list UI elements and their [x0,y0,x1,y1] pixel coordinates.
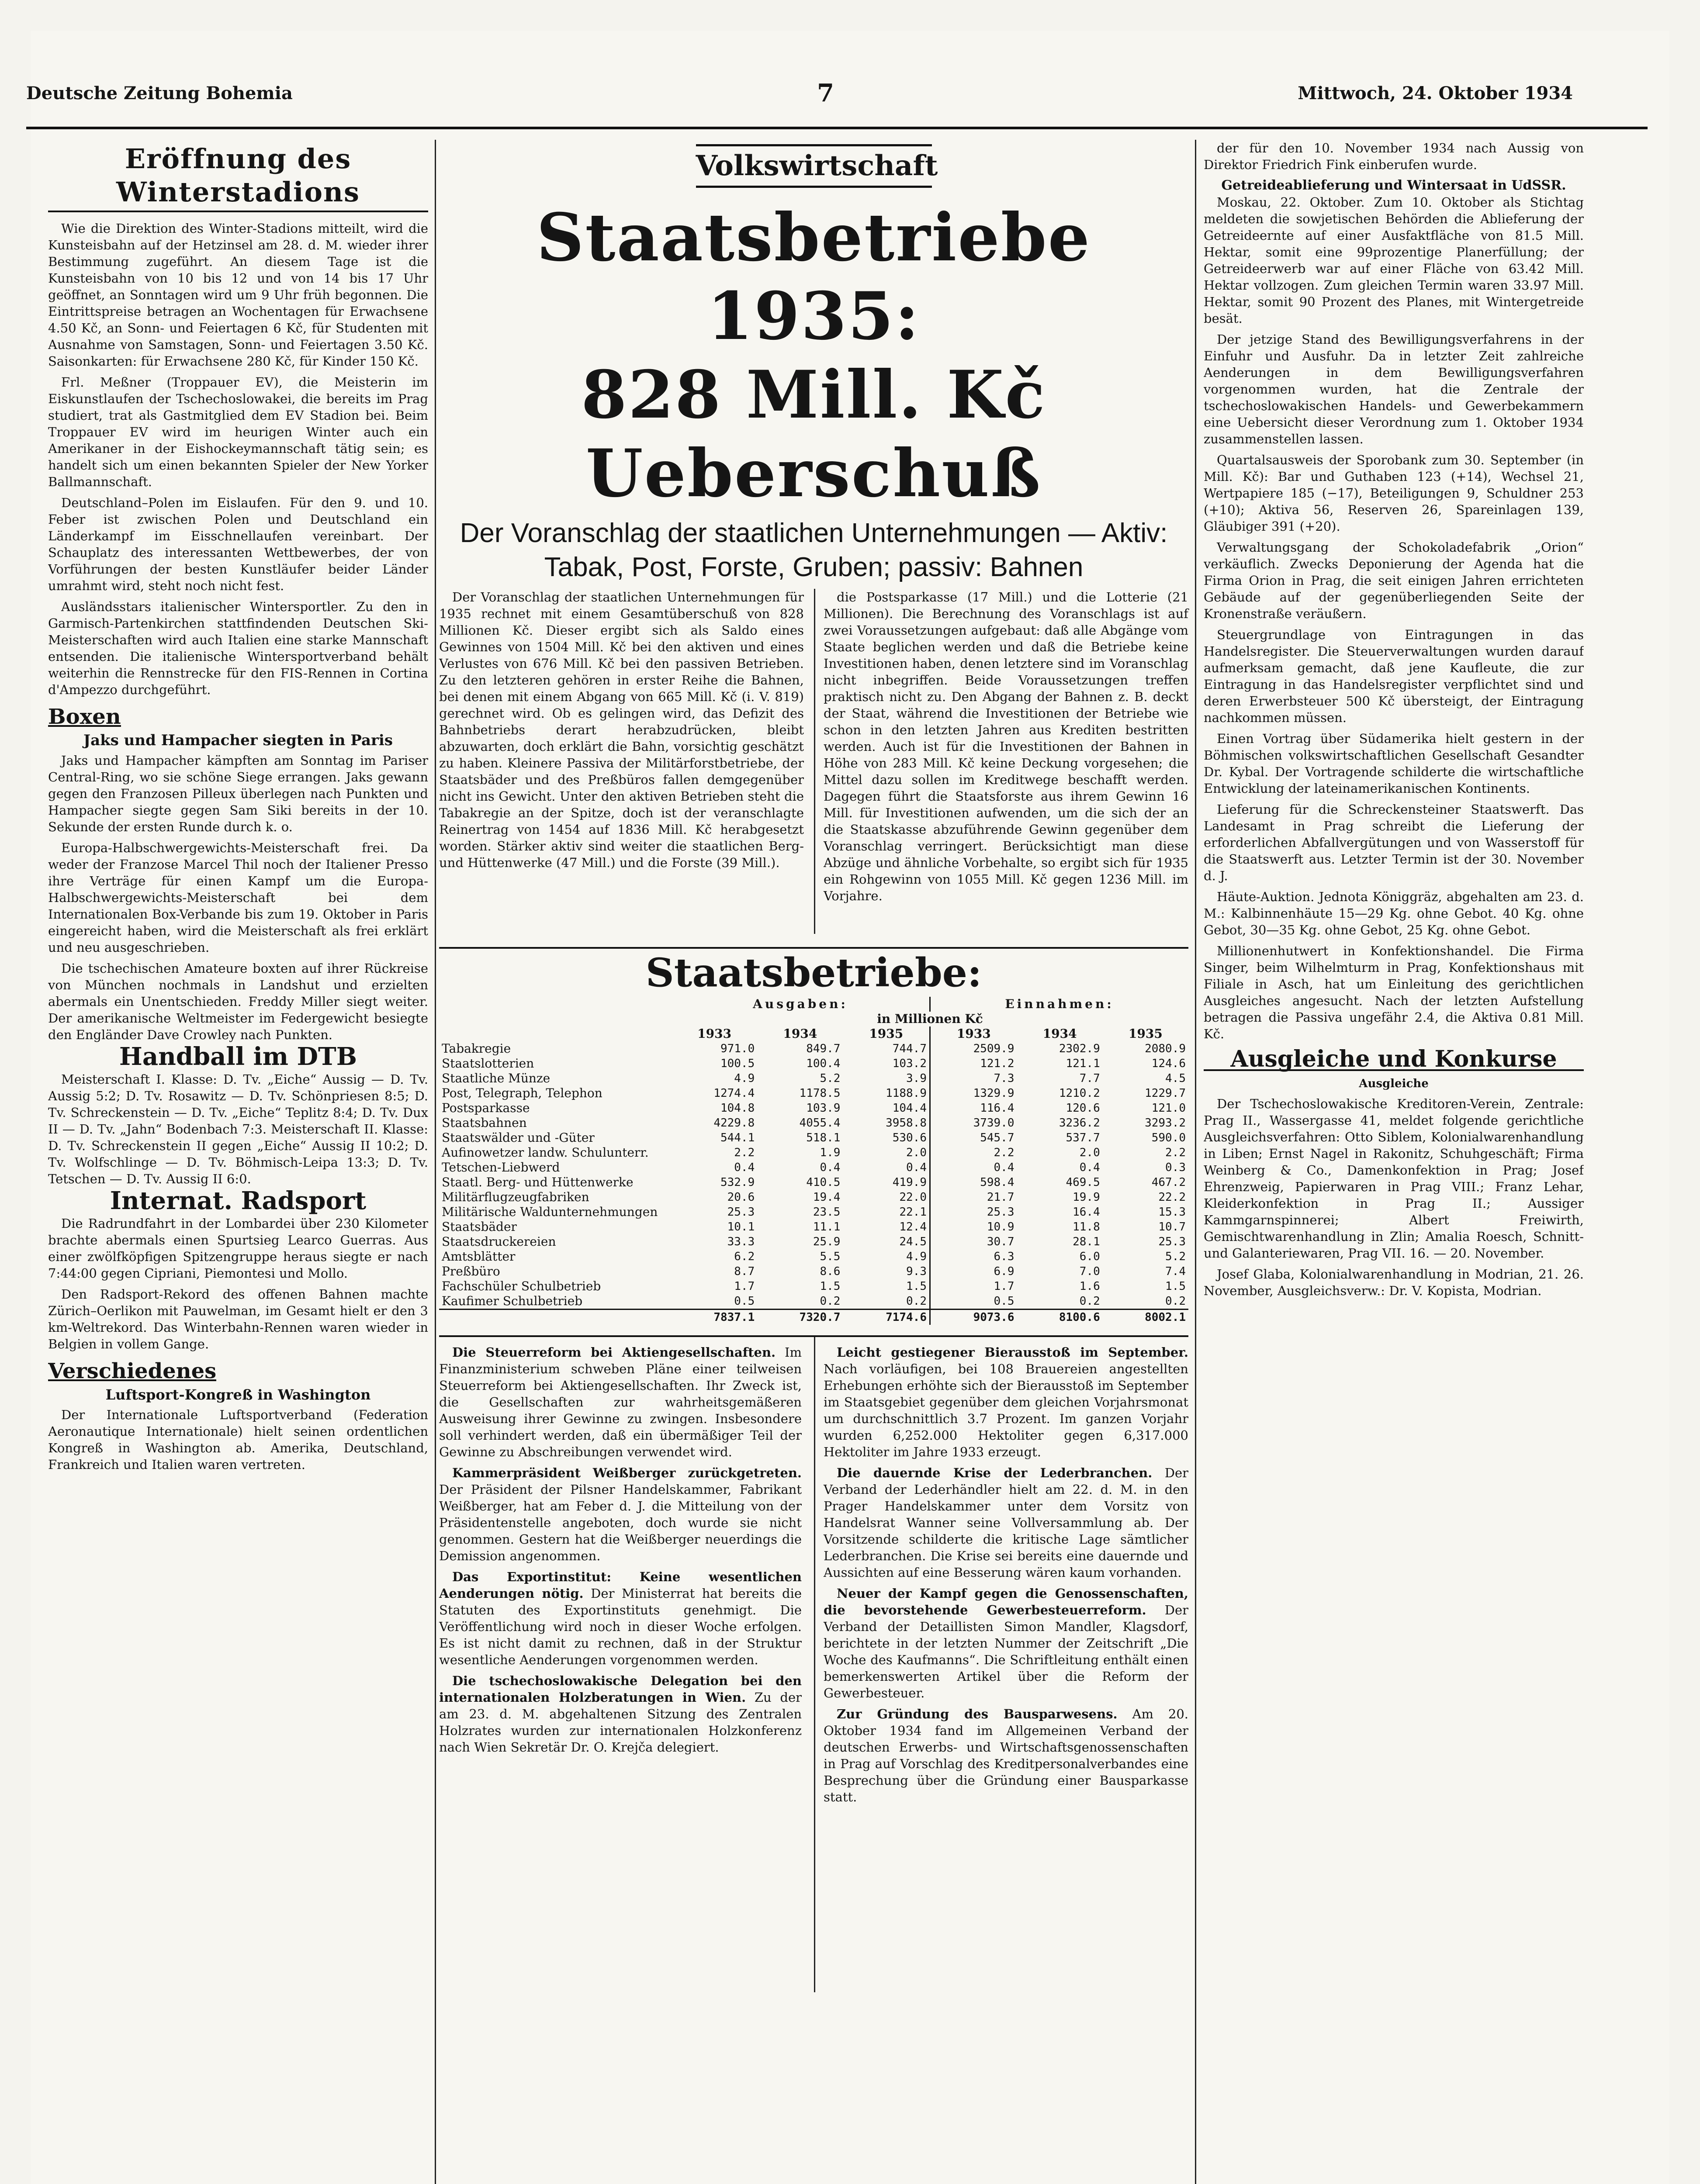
table-title: Staatsbetriebe: [645,950,982,996]
article-text: Im Finanzministerium schweben Pläne einer teilweisen Steuerreform bei Aktiengesellschaften. Ihr Zweck ist, die Gesellschaften zur wahrheitsgemäßeren Ausweisung ihrer Gewinne zu zwingen. Insbesondere soll verhindert werden, daß ein übermäßiger Teil der Gewinne zu Abschreibungen verwendet wird. [439,1345,802,1459]
table-row [439,1101,1188,1116]
table-cell: 7.3 [930,1071,1017,1086]
total-cell: 7174.6 [843,1310,930,1325]
row-label: Aufinowetzer landw. Schulunterr. [442,1145,649,1160]
table-cell: 1274.4 [713,1087,755,1100]
article-paragraph [439,1569,802,1668]
table-cell: 4.9 [906,1250,927,1263]
row-label: Staatsbahnen [442,1116,527,1130]
article-paragraph: Quartalsausweis der Sporobank zum 30. September (in Mill. Kč): Bar und Guthaben 123 (+14), Wechsel 21, Wertpapiere 185 (−17), Beteiligungen 9, Schuldner 253 (+10); Aktiva 56, Reserven 26, Spareinlagen 139, Gläubiger 391 (+20). [1204,453,1584,534]
article-paragraph: Millionenhutwert in Konfektionshandel. Die Firma Singer, beim Wilhelmturm in Prag, Konfektionshaus mit Filiale in Asch, hat um Einleitung des gerichtlichen Ausgleiches angesucht. Nach der letzten Aufstellung betragen die Passiva ungefähr 2.4, die Aktiva 0.81 Mill. Kč. [1204,943,1584,1041]
table-cell: 2.0 [906,1146,927,1159]
staatsbetriebe-table-block [439,947,1188,1325]
table-cell: 598.4 [930,1175,1017,1190]
table-cell: 19.4 [813,1191,841,1204]
table-cell: 25.3 [1158,1235,1186,1248]
table-cell: 10.9 [930,1220,1017,1234]
table-cell: 25.9 [813,1235,841,1248]
article-paragraph [824,1465,1188,1581]
running-header [26,79,1573,118]
table-cell: 2.0 [1079,1146,1100,1159]
table-cell: 24.5 [899,1235,927,1248]
table-cell: 121.0 [1151,1102,1186,1115]
table-cell: 4229.8 [713,1116,755,1130]
article-kicker: Zur Gründung des Bausparwesens. [837,1707,1118,1721]
year-header: 1934 [783,1026,817,1041]
table-cell: 0.4 [820,1161,841,1174]
table-cell: 532.9 [720,1176,755,1189]
row-label: Tabakregie [442,1041,511,1056]
table-cell: 545.7 [930,1130,1017,1145]
table-cell: 0.4 [1079,1161,1100,1174]
table-cell: 22.0 [899,1191,927,1204]
table-cell: 15.3 [1158,1206,1186,1219]
article-paragraph [439,1465,802,1564]
article-text: Der Verband der Lederhändler hielt am 22. d. M. in den Prager Handelskammer unter dem Vorsitz von Handelsrat Wanner seine Vollversammlung ab. Der Vorsitzende schilderte die kritische Lage sämtlicher Lederbranchen. Die Krise sei bereits eine dauernde und Aussichten auf eine Besserung wären kaum vorhanden. [824,1465,1188,1580]
table-cell: 4055.4 [799,1116,841,1130]
article-kicker: Das Exportinstitut: Keine wesentlichen Aenderungen nötig. [439,1569,802,1601]
table-cell: 7.4 [1165,1265,1186,1278]
table-cell: 469.5 [1066,1176,1100,1189]
article-paragraph: Steuergrundlage von Eintragungen in das Handelsregister. Die Steuerverwaltungen wurden darauf aufmerksam gemacht, daß jene Kaufleute, die zur Eintragung in das Handelsregister verpflichtet sind und deren Erwerbsteuer 500 Kč übersteigt, der Eintragung nachkommen müssen. [1204,627,1584,725]
staatsbetriebe-table [439,997,1188,1325]
table-cell: 121.1 [1066,1057,1100,1070]
article-kicker: Die tschechoslowakische Delegation bei den internationalen Holzberatungen in Wien. [439,1673,802,1705]
table-cell: 467.2 [1151,1176,1186,1189]
row-label: Tetschen-Liebwerd [442,1160,560,1175]
table-cell: 20.6 [727,1191,755,1204]
table-cell: 0.2 [1079,1295,1100,1308]
table-cell: 5.2 [820,1072,841,1085]
table-row [439,1086,1188,1101]
table-cell: 8.7 [734,1265,755,1278]
article-paragraph: Ausländsstars italienischer Wintersportler. Zu den in Garmisch-Partenkirchen stattfindenden Deutschen Ski-Meisterschaften wird auch Italien eine starke Mannschaft entsenden. Die italienische Wintersportverband behält weiterhin die Rennstrecke für den FIS-Rennen in Cortina d'Ampezzo durchgeführt. [48,599,428,697]
table-cell: 0.4 [930,1160,1017,1175]
table-row [439,1116,1188,1130]
table-cell: 121.2 [930,1056,1017,1071]
table-cell: 2.2 [1165,1146,1186,1159]
column-rule [1195,140,1196,2184]
table-cell: 1.9 [820,1146,841,1159]
article-text: Am 20. Oktober 1934 fand im Allgemeinen Verband der deutschen Erwerbs- und Wirtschaftsgenossenschaften in Prag auf Vorschlag des Kreditpersonalverbandes eine Besprechung über die Gründung einer Bausparkasse statt. [824,1707,1189,1804]
table-cell: 104.4 [892,1102,927,1115]
row-label: Staatliche Münze [442,1071,551,1085]
article-text: Nach vorläufigen, bei 108 Brauereien angestellten Erhebungen erhöhte sich der Bierausstoß im September im Staatsgebiet gegenüber dem gleichen Vorjahrsmonat um durchschnittlich 3.7 Prozent. Im ganzen Vorjahr wurden 6,252.000 Hektoliter gegen 6,317.000 Hektoliter im Jahre 1933 erzeugt. [824,1362,1188,1459]
article-kicker: Neuer der Kampf gegen die Genossenschaften, die bevorstehende Gewerbesteuerreform. [824,1586,1188,1617]
table-cell: 410.5 [806,1176,841,1189]
table-cell: 1.5 [1165,1280,1186,1293]
total-cell: 7837.1 [672,1310,757,1325]
article-paragraph: Meisterschaft I. Klasse: D. Tv. „Eiche“ Aussig — D. Tv. Aussig 5:2; D. Tv. Rosawitz — D. Tv. Schönpriesen 8:5; D. Tv. Schreckenstein — D. Tv. „Eiche“ Teplitz 8:4; D. Tv. Dux II — D. Tv. „Jahn“ Bodenbach 7:3. Meisterschaft II. Klasse: D. Tv. Schreckenstein II gegen „Eiche“ Aussig II 10:2; D. Tv. Wolfschlinge — D. Tv. Böhmisch-Leipa 13:3; D. Tv. Tetschen — D. Tv. Aussig II 6:0. [48,1072,428,1186]
table-cell: 0.4 [734,1161,755,1174]
table-cell: 21.7 [930,1190,1017,1205]
table-cell: 1178.5 [799,1087,841,1100]
table-row [439,1041,1188,1056]
article-paragraph [439,1344,802,1460]
row-label: Postsparkasse [442,1101,530,1115]
table-cell: 1.5 [820,1280,841,1293]
table-cell: 1.5 [906,1280,927,1293]
row-label: Staatslotterien [442,1056,534,1071]
table-cell: 3958.8 [886,1116,927,1130]
table-cell: 2302.9 [1059,1042,1100,1055]
table-cell: 10.7 [1158,1220,1186,1234]
table-row [439,1190,1188,1205]
article-paragraph: Jaks und Hampacher kämpften am Sonntag im Pariser Central-Ring, wo sie schöne Siege errangen. Jaks gewann gegen den Franzosen Pilleux überlegen nach Punkten und Hampacher siegte gegen Sam Siki bereits in der 10. Sekunde der ersten Runde durch k. o. [48,753,428,834]
table-cell: 100.4 [806,1057,841,1070]
table-row [439,1205,1188,1220]
table-cell: 1.7 [734,1280,755,1293]
row-label: Militärflugzeugfabriken [442,1190,589,1204]
table-cell: 116.4 [930,1101,1017,1116]
table-cell: 30.7 [930,1234,1017,1249]
table-total-row [439,1310,1188,1325]
article-paragraph: Verwaltungsgang der Schokoladefabrik „Orion“ verkäuflich. Zwecks Deponierung der Agenda hat die Firma Orion in Prag, die seit einigen Jahren errichteten Gebäude auf der gegenüberliegenden Seite der Kronenstraße veräußern. [1204,540,1584,621]
table-cell: 0.3 [1165,1161,1186,1174]
table-row [439,1294,1188,1310]
table-cell: 1.7 [930,1279,1017,1294]
article-paragraph: Die Radrundfahrt in der Lombardei über 230 Kilometer brachte abermals einen Spurtsieg Learco Guerras. Aus einer zwölfköpfigen Spitzengruppe heraus siegte er nach 7:44:00 gegen Cipriani, Piemontesi und Mollo. [48,1216,428,1281]
section-boxen: Boxen [48,705,121,729]
row-label: Staatswälder und -Güter [442,1130,595,1145]
table-cell: 25.3 [727,1206,755,1219]
table-cell: 1210.2 [1059,1087,1100,1100]
table-cell: 849.7 [806,1042,841,1055]
table-cell: 8.6 [820,1265,841,1278]
total-cell: 8100.6 [1017,1310,1103,1325]
table-row [439,1071,1188,1086]
table-cell: 1188.9 [886,1087,927,1100]
table-cell: 2.2 [734,1146,755,1159]
table-cell: 103.2 [892,1057,927,1070]
table-cell: 1.6 [1079,1280,1100,1293]
article-paragraph: Einen Vortrag über Südamerika hielt gestern in der Böhmischen volkswirtschaftlichen Gesellschaft Gesandter Dr. Kybal. Der Vortragende schilderte die wirtschaftliche Entwicklung der lateinamerikanischen Kontinents. [1204,731,1584,796]
table-cell: 3293.2 [1145,1116,1186,1130]
article-kicker: Leicht gestiegener Bierausstoß im September. [837,1345,1188,1360]
table-cell: 124.6 [1151,1057,1186,1070]
article-paragraph: Wie die Direktion des Winter-Stadions mitteilt, wird die Kunsteisbahn auf der Hetzinsel am 28. d. M. wieder ihrer Bestimmung zugeführt. An diesem Tage ist die Kunsteisbahn von 10 bis 12 und von 14 bis 17 Uhr geöffnet, an Sonntagen wird um 9 Uhr früh begonnen. Die Eintrittspreise betragen an Wochentagen für Erwachsene 4.50 Kč, an Sonn- und Feiertagen 6 Kč, für Studenten mit Ausnahme von Samstagen, Sonn- und Feiertagen 3.50 Kč. Saisonkarten: für Erwachsene 280 Kč, für Kinder 150 Kč. [48,221,428,369]
article-paragraph: Häute-Auktion. Jednota Königgräz, abgehalten am 23. d. M.: Kalbinnenhäute 15—29 Kg. ohne Gebot. 40 Kg. ohne Gebot, 30—35 Kg. ohne Gebot, 25 Kg. ohne Gebot. [1204,889,1584,937]
table-cell: 28.1 [1073,1235,1100,1248]
table-cell: 11.8 [1073,1220,1100,1234]
row-label: Kaufimer Schulbetrieb [442,1294,583,1308]
table-row [439,1279,1188,1294]
table-row [439,1249,1188,1264]
table-cell: 0.2 [820,1295,841,1308]
table-cell: 4.5 [1165,1072,1186,1085]
deck-subtitle: Der Voranschlag der staatlichen Unternehmungen — Aktiv: Tabak, Post, Forste, Gruben; passiv: Bahnen [460,518,1168,582]
table-unit: in Millionen Kč [877,1012,983,1026]
table-cell: 537.7 [1066,1131,1100,1144]
table-row [439,1145,1188,1160]
article-paragraph: Deutschland–Polen im Eislaufen. Für den 9. und 10. Feber ist zwischen Polen und Deutschland ein Länderkampf im Eisschnellaufen vereinbart. Der Schauplatz des interessanten Wettbewerbes, der von Vorführungen der besten Kunstläufer beider Länder umrahmt wird, steht noch nicht fest. [48,495,428,593]
left-column [48,140,428,2184]
table-cell: 103.9 [806,1102,841,1115]
center-block [439,144,1188,1992]
table-cell: 7.7 [1079,1072,1100,1085]
article-paragraph [439,1673,802,1755]
table-cell: 6.0 [1079,1250,1100,1263]
table-cell: 10.1 [727,1220,755,1234]
headline-konkurse: Ausgleiche und Konkurse [1204,1051,1584,1071]
table-cell: 5.2 [1165,1250,1186,1263]
total-cell: 7320.7 [757,1310,843,1325]
header-ausgaben: Ausgaben: [753,997,848,1011]
table-cell: 33.3 [727,1235,755,1248]
table-cell: 100.5 [720,1057,755,1070]
table-cell: 0.2 [1165,1295,1186,1308]
subheadline-luftsport: Luftsport-Kongreß in Washington [105,1386,371,1403]
table-cell: 0.5 [930,1294,1017,1310]
table-cell: 3236.2 [1059,1116,1100,1130]
table-cell: 3739.0 [930,1116,1017,1130]
table-cell: 120.6 [1066,1102,1100,1115]
table-cell: 744.7 [892,1042,927,1055]
total-cell: 9073.6 [930,1310,1017,1325]
table-cell: 5.5 [820,1250,841,1263]
paper-name: Deutsche Zeitung Bohemia [26,83,293,104]
row-label: Amtsblätter [442,1249,516,1264]
table-cell: 12.4 [899,1220,927,1234]
article-kicker: Kammerpräsident Weißberger zurückgetreten. [452,1465,802,1480]
year-header: 1933 [697,1026,732,1041]
article-text: Der Ministerrat hat bereits die Statuten des Exportinstituts genehmigt. Die Veröffentlichung wird noch in dieser Woche erfolgen. Es ist nicht damit zu rechnen, daß in der Struktur wesentliche Aenderungen vorgenommen werden. [439,1586,802,1667]
table-cell: 22.2 [1158,1191,1186,1204]
table-cell: 590.0 [1151,1131,1186,1144]
table-cell: 2509.9 [930,1041,1017,1056]
article-paragraph: Der Tschechoslowakische Kreditoren-Verein, Zentrale: Prag II., Wassergasse 41, meldet folgende gerichtliche Ausgleichsverfahren: Otto Siblem, Kolonialwarenhandlung in Liben; Ernst Nagel in Rakonitz, Schuhgeschäft; Firma Weinberg & Co., Damenkonfektion in Prag; Josef Ehrenzweig, Papierwaren in Prag VIII.; Franz Lehar, Kleiderkonfektion in Prag II.; Aussiger Kammgarnspinnerei; Albert Freiwirth, Gemischtwarenhandlung in Zlin; Amalia Roesch, Schnitt- und Galanteriewaren, Prag VII. 16. — 20. November. [1204,1096,1584,1261]
year-header: 1934 [1042,1026,1077,1041]
row-label: Staatsdruckereien [442,1234,556,1249]
article-paragraph: Der jetzige Stand des Bewilligungsverfahrens in der Einfuhr und Ausfuhr. Da in letzter Zeit zahlreiche Aenderungen in dem Bewilligungsverfahren vorgenommen wurden, hat die Zentrale der tschechoslowakischen Handels- und Gewerbekammern eine Uebersicht dieser Verordnung zum 1. Oktober 1934 zusammenstellen lassen. [1204,332,1584,446]
table-cell: 530.6 [892,1131,927,1144]
table-cell: 25.3 [930,1205,1017,1220]
table-cell: 22.1 [899,1206,927,1219]
article-text: Zu der am 23. d. M. abgehaltenen Sitzung des Zentralen Holzrates wurden zur internationalen Holzkonferenz nach Wien Sekretär Dr. O. Krejča delegiert. [439,1690,802,1755]
table-cell: 419.9 [892,1176,927,1189]
table-cell: 1329.9 [930,1086,1017,1101]
table-cell: 9.3 [906,1265,927,1278]
article-paragraph: Europa-Halbschwergewichts-Meisterschaft frei. Da weder der Franzose Marcel Thil noch der Italiener Presso ihre Verträge für einen Kampf um die Europa-Halbschwergewichts-Meisterschaft bei dem Internationalen Box-Verbande bis zum 19. Oktober in Paris eingereicht haben, wird die Meisterschaft als frei erklärt und neu ausgeschrieben. [48,840,428,955]
main-headline-line1: Staatsbetriebe 1935: [536,199,1091,355]
table-cell: 2.2 [930,1145,1017,1160]
article-text: Der Präsident der Pilsner Handelskammer, Fabrikant Weißberger, hat am Feber d. J. die Mitteilung von der Präsidentenstelle angeboten, doch wurde sie nicht genommen. Gestern hat die Weißberger neuerdings die Demission angenommen. [439,1482,802,1563]
table-cell: 11.1 [813,1220,841,1234]
table-cell: 544.1 [720,1131,755,1144]
table-cell: 0.4 [906,1161,927,1174]
table-cell: 6.9 [930,1264,1017,1279]
article-text: Der Verband der Detaillisten Simon Mandler, Klagsdorf, berichtete in der letzten Nummer der Zeitschrift „Die Woche des Kaufmanns“. Die Schriftleitung enthält einen bemerkenswerten Artikel über die Reform der Gewerbesteuer. [824,1603,1189,1700]
article-kicker: Die Steuerreform bei Aktiengesellschaften. [452,1345,776,1360]
column-rule [814,1337,815,1992]
article-paragraph: der für den 10. November 1934 nach Aussig von Direktor Friedrich Fink einberufen wurde. [1204,141,1584,172]
year-header: 1935 [1128,1026,1163,1041]
subheadline-boxen: Jaks und Hampacher siegten in Paris [83,732,393,749]
article-paragraph: die Postsparkasse (17 Mill.) und die Lotterie (21 Millionen). Die Berechnung des Voranschlags ist auf zwei Voraussetzungen aufgebaut: daß alle Abgänge vom Staate beglichen werden und daß die Betriebe keine Investitionen haben, denen letztere sind im Voranschlag nicht inbegriffen. Beide Voraussetzungen treffen praktisch nicht zu. Den Abgang der Bahnen z. B. deckt der Staat, während die Investitionen der Betriebe wie schon in den letzten Jahren aus Krediten bestritten werden. Auch ist für die Investitionen der Bahnen in Höhe von 283 Mill. Kč keine Deckung vorgesehen; die Mittel dazu sollen im Kreditwege beschafft werden. Dagegen führt die Staatsforste aus ihrem Gewinn 16 Mill. für Investitionen aufwenden, um die sich der an die Staatskasse abzuführende Gewinn gegenüber dem Voranschlag verringert. Berücksichtigt man diese Abzüge und ähnliche Vorbehalte, so ergibt sich für 1935 ein Rohgewinn von 1055 Mill. Kč gegen 1236 Mill. im Vorjahre. [824,590,1188,903]
headline-radsport: Internat. Radsport [110,1186,367,1215]
subheadline-ausgleiche: Ausgleiche [1359,1077,1429,1090]
row-label: Post, Telegraph, Telephon [442,1086,602,1100]
article-kicker: Die dauernde Krise der Lederbranchen. [837,1465,1153,1480]
table-cell: 6.2 [734,1250,755,1263]
table-cell: 23.5 [813,1206,841,1219]
total-cell: 8002.1 [1103,1310,1188,1325]
year-header: 1933 [930,1026,1017,1041]
table-cell: 518.1 [806,1131,841,1144]
article-paragraph: Der Internationale Luftsportverband (Federation Aeronautique Internationale) hielt seinen ordentlichen Kongreß in Washington ab. Amerika, Deutschland, Frankreich und Italien waren vertreten. [48,1407,428,1472]
column-rule [814,589,815,934]
table-cell: 19.9 [1073,1191,1100,1204]
lower-articles [439,1335,1188,1992]
row-label: Preßbüro [442,1264,500,1279]
article-paragraph: Den Radsport-Rekord des offenen Bahnen machte Zürich–Oerlikon mit Pauwelman, im Gesamt hielt er den 3 km-Weltrekord. Das Winterbahn-Rennen waren wieder in Belgien in vollem Gange. [48,1287,428,1351]
table-cell: 104.8 [720,1102,755,1115]
table-cell: 3.9 [906,1072,927,1085]
table-row [439,1160,1188,1175]
year-header: 1935 [869,1026,904,1041]
row-label: Staatsbäder [442,1220,517,1234]
table-row [439,1175,1188,1190]
header-rule [26,127,1648,129]
article-paragraph [824,1344,1188,1460]
main-headline-line2: 828 Mill. Kč Ueberschuß [581,356,1046,512]
row-label: Fachschüler Schulbetrieb [442,1279,601,1293]
lead-article [439,589,1188,934]
table-cell: 6.3 [930,1249,1017,1264]
issue-date: Mittwoch, 24. Oktober 1934 [1298,83,1573,104]
article-paragraph [824,1706,1188,1805]
section-volkswirtschaft: Volkswirtschaft [696,144,932,188]
column-rule [435,140,436,2184]
article-paragraph: Lieferung für die Schreckensteiner Staatswerft. Das Landesamt in Prag schreibt die Lieferung der erforderlichen Abfallvergütungen und von Wasserstoff für die Staatswerft aus. Letzter Termin ist der 30. November d. J. [1204,802,1584,883]
row-label: Militärische Waldunternehmungen [442,1205,658,1219]
row-label: Staatl. Berg- und Hüttenwerke [442,1175,634,1189]
article-paragraph: Josef Glaba, Kolonialwarenhandlung in Modrian, 21. 26. November, Ausgleichsverw.: Dr. V. Kopista, Modrian. [1204,1267,1584,1298]
table-cell: 971.0 [720,1042,755,1055]
article-paragraph: Frl. Meßner (Troppauer EV), die Meisterin im Eiskunstlaufen der Tschechoslowakei, die bereits im Prag studiert, trat als Gastmitglied dem EV Stadion bei. Beim Troppauer EV wird im heurigen Winter auch ein Amerikaner in der Eishockeymannschaft tätig sein; es handelt sich um einen bekannten Spieler der New Yorker Ballmannschaft. [48,375,428,489]
article-paragraph: Die tschechischen Amateure boxten auf ihrer Rückreise von München nochmals in Landshut und erzielten abermals ein Unentschieden. Freddy Miller siegt weiter. Der amerikanische Weltmeister im Federgewicht besiegte den Engländer Dave Crowley nach Punkten. [48,961,428,1042]
table-row [439,1234,1188,1249]
subheadline-getreide: Getreideablieferung und Wintersaat in UdSSR. [1221,178,1566,193]
table-row [439,1130,1188,1145]
page-number: 7 [817,79,834,107]
right-column [1204,140,1584,2184]
article-paragraph: Der Voranschlag der staatlichen Unternehmungen für 1935 rechnet mit einem Gesamtüberschuß von 828 Millionen Kč. Dieser ergibt sich als Saldo eines Gewinnes von 1504 Mill. Kč bei den aktiven und eines Verlustes von 676 Mill. Kč bei den passiven Betrieben. Zu den letzteren gehören in erster Reihe die Bahnen, bei denen mit einem Abgang von 665 Mill. Kč (i. V. 819) gerechnet wird. Ob es gelingen wird, das Defizit des Bahnbetriebs derart herabzudrücken, bleibt abzuwarten, doch erklärt die Bahn, vorsichtig geschätzt zu haben. Kleinere Passiva der Militärforstbetriebe, der Staatsbäder und des Preßbüros fallen demgegenüber nicht ins Gewicht. Unter den aktiven Betrieben steht die Tabakregie an der Spitze, doch ist der veranschlagte Reinertrag von 1454 auf 1836 Mill. Kč herabgesetzt worden. Stärker aktiv sind weiter die staatlichen Berg- und Hüttenwerke (47 Mill.) und die Forste (39 Mill.). [439,590,804,870]
section-verschiedenes: Verschiedenes [48,1359,217,1383]
table-cell: 0.5 [734,1295,755,1308]
table-cell: 1229.7 [1145,1087,1186,1100]
table-row [439,1264,1188,1279]
table-cell: 7.0 [1079,1265,1100,1278]
headline-winterstadion: Eröffnung des Winterstadions [48,142,428,212]
table-cell: 16.4 [1073,1206,1100,1219]
table-cell: 0.2 [906,1295,927,1308]
table-cell: 2080.9 [1145,1042,1186,1055]
table-row [439,1056,1188,1071]
article-paragraph: Moskau, 22. Oktober. Zum 10. Oktober als Stichtag meldeten die sowjetischen Behörden die Ablieferung der Getreideernte auf einer Ausfaktfläche von 81.5 Mill. Hektar, somit eine 99prozentige Planerfüllung; der Getreideerwerb war auf einer Fläche von 63.42 Mill. Hektar vollzogen. Zum gleichen Termin waren 33.97 Mill. Hektar, somit 90 Prozent des Planes, mit Wintergetreide besät. [1204,195,1584,326]
article-paragraph [824,1585,1188,1701]
table-cell: 4.9 [734,1072,755,1085]
headline-handball: Handball im DTB [119,1042,357,1071]
table-row [439,1220,1188,1234]
header-einnahmen: Einnahmen: [930,997,1188,1012]
